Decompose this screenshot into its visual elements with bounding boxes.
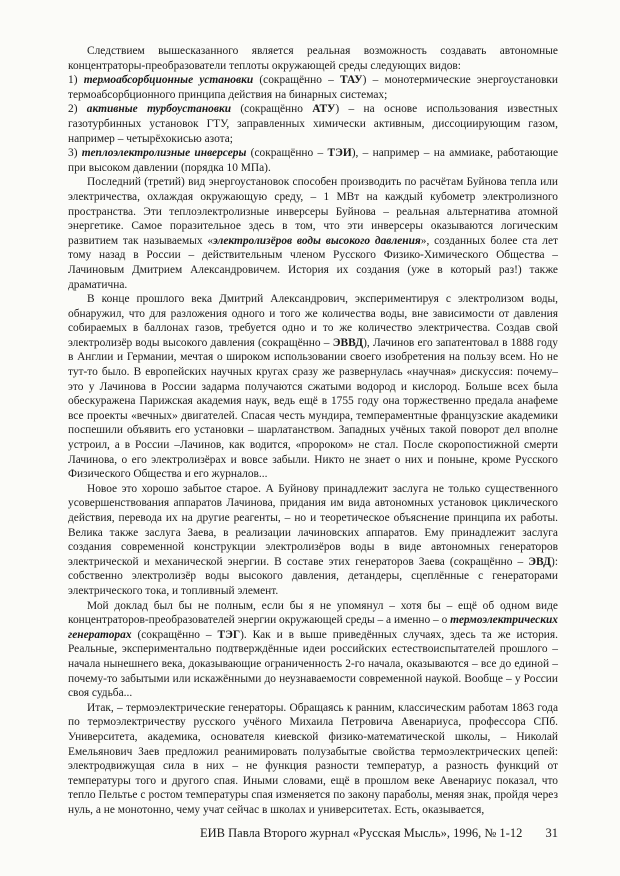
- abbreviation: ЭВД: [528, 555, 552, 568]
- text-run: (сокращённо –: [253, 74, 341, 87]
- term-emphasis: активные турбоустановки: [86, 103, 232, 116]
- term-emphasis: теплоэлектролизные инверсеры: [81, 147, 247, 160]
- text-run: Следствием вышесказанного является реальная возможность создавать автономные концентраторы-преобразователи теплоты окружающей среды следующих видов:: [68, 45, 558, 72]
- term-emphasis: электролизёров воды высокого давления: [213, 234, 421, 247]
- paragraph: [68, 292, 558, 482]
- term-emphasis: термоабсорбционные установки: [83, 74, 254, 87]
- list-item: [68, 73, 558, 102]
- list-item: [68, 102, 558, 146]
- article-body: [68, 44, 558, 817]
- paragraph: [68, 599, 558, 701]
- text-run: В конце прошлого века Дмитрий Александрович, экспериментируя с электролизом воды, обнаружил, что для разложения одного и того же количества воды, вне зависимости от давления собираемых в баллонах газов, требуется одно и то же количество электричества. Создав свой электролизёр воды высокого давления (сокращённо –: [68, 293, 558, 349]
- text-run: Итак, – термоэлектрические генераторы. Обращаясь к ранним, классическим работам 1863 года по термоэлектричеству русского учёного Михаила Петровича Авенариуса, профессора СПб. Университета, академика, основателя киевской физико-математической школы, – Николай Емельянович Заев предложил реанимировать полузабытые свойства термоэлектрических цепей: электродвижущая сила в них – не функция разности температур, а разность функций от температуры того и другого спая. Иными словами, ещё в прошлом веке Авенариус показал, что тепло Пельтье с ростом температуры спая изменяется по закону параболы, меняя знак, пройдя через нуль, а не монотонно, чему учат сейчас в школах и университетах. Есть, оказывается,: [68, 701, 558, 816]
- text-run: (сокращённо –: [246, 147, 328, 160]
- text-run: 1): [68, 74, 84, 87]
- paragraph: [68, 44, 558, 73]
- paragraph: [68, 701, 558, 818]
- text-run: ) – на основе использования известных газотурбинных установок ГТУ, заправленных химически активным, диссоциирующим газом, например – четырёхокисью азота;: [68, 103, 558, 145]
- abbreviation: ТАУ: [340, 74, 363, 87]
- abbreviation: ТЭГ: [217, 628, 241, 641]
- text-run: ), Лачинов его запатентовал в 1888 году в Англии и Германии, мечтая о широком использовании своего изобретения на пользу всем. Но не тут-то было. В европейских научных кругах сразу же развернулась «научная» дискуссия: почему–это у Лачинова в России задарма получаются сжатыми водород и кислород. Больше всех была обескуражена Парижская академия наук, ведь ещё в 1755 году она торжественно предала анафеме все проекты «вечных» двигателей. Спасая честь мундира, темпераментные французские академики поспешили объявить его установки – шарлатанством. Западных учёных такой поворот дел вполне устроил, а в России –Лачинов, как водится, «пророком» не стал. После скоропостижной смерти Лачинова, о его электролизёрах и вовсе забыли. Никто не знает о них и поныне, кроме Русского Физического Общества и его журналов...: [68, 336, 558, 481]
- text-run: (сокращённо: [231, 103, 313, 116]
- text-run: », созданных более ста лет тому назад в России – действительным членом Русского Физико-Химического Общества – Лачиновым Дмитрием Александровичем. История их создания (уже в который раз!) также драматична.: [68, 234, 558, 291]
- text-run: 3): [68, 147, 82, 160]
- text-run: ), – например – на аммиаке, работающие при высоком давлении (порядка 10 МПа).: [68, 147, 558, 174]
- footer-journal-citation: ЕИВ Павла Второго журнал «Русская Мысль», 1996, № 1-12: [200, 826, 523, 840]
- page-number: 31: [545, 826, 558, 840]
- abbreviation: ТЭИ: [327, 147, 352, 160]
- paragraph: [68, 175, 558, 292]
- text-run: (сокращённо –: [131, 628, 218, 641]
- text-run: Мой доклад был бы не полным, если бы я не упомянул – хотя бы – ещё об одном виде концентраторов-преобразователей энергии окружающей среды – а именно – о: [68, 599, 558, 627]
- text-run: ) – монотермические энергоустановки термоабсорбционного принципа действия на бинарных системах;: [68, 74, 559, 101]
- text-run: ): собственно электролизёр воды высокого давления, детандеры, сцеплённые с генераторами электрического тока, и топливный элемент.: [68, 555, 558, 597]
- text-run: ). Как и в выше приведённых случаях, здесь та же история. Реальные, экспериментально подтверждённые идеи российских естествоиспытателей прошлого – начала нынешнего века, доказывающие ограниченность 2-го начала, оказываются – все до единой – почему-то забытыми или искажёнными до неузнаваемости современной наукой. Вообще – у России своя судьба...: [68, 628, 558, 700]
- abbreviation: АТУ: [312, 103, 336, 116]
- list-item: [68, 146, 558, 175]
- text-run: 2): [68, 103, 87, 116]
- text-run: Новое это хорошо забытое старое. А Буйнову принадлежит заслуга не только существенного усовершенствования аппаратов Лачинова, придания им вида автономных установок циклического действия, перевода их на другие реагенты, – но и теоретическое объяснение принципа их работы. Велика также заслуга Заева, в реализации лачиновских аппаратов. Ему принадлежит заслуга создания современной конструкции электролизёров воды в виде автономных генераторов электрической и механической энергии. В составе этих генераторов Заева (сокращённо –: [68, 482, 558, 568]
- term-emphasis: термоэлектрических генераторах: [68, 614, 558, 641]
- text-run: Последний (третий) вид энергоустановок способен производить по расчётам Буйнова тепла или электричества, охлаждая окружающую среду, – 1 МВт на каждый кубометр электролизного пространства. Эти теплоэлектролизные инверсеры Буйнова – реальная альтернатива атомной энергетике. Самое поразительное здесь в том, что эти инверсеры оказываются логическим развитием так называемых «: [68, 176, 558, 247]
- abbreviation: ЭВВД: [332, 336, 364, 349]
- paragraph: [68, 482, 558, 599]
